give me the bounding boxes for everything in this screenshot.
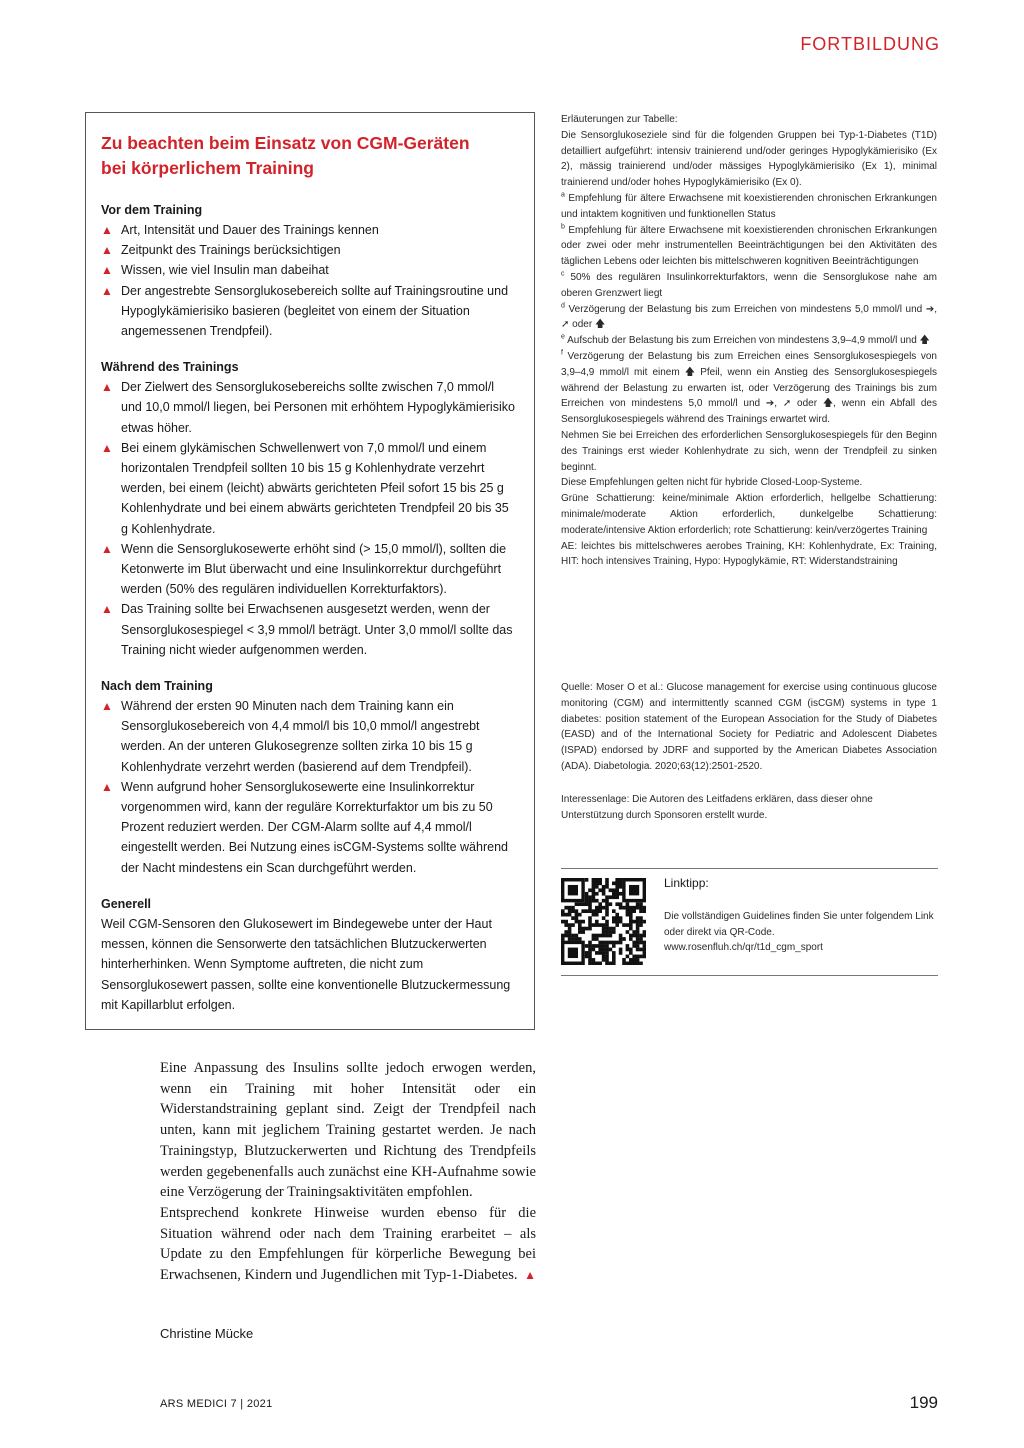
section-during-training [101, 357, 518, 660]
conflict-of-interest: Interessenlage: Die Autoren des Leitfadens erklären, dass dieser ohne Unterstützung durch Sponsoren erstellt wurde. [561, 794, 873, 821]
list-item: ▲ Zeitpunkt des Trainings berücksichtigen [101, 240, 518, 260]
list-item: ▲ Der Zielwert des Sensorglukosebereichs sollte zwischen 7,0 mmol/l und 10,0 mmol/l liegen, bei Personen mit erhöhtem Hypoglykämierisiko etwas höher. [101, 377, 518, 438]
section-heading: Während des Trainings [101, 360, 239, 375]
list-item: ▲ Das Training sollte bei Erwachsenen ausgesetzt werden, wenn der Sensorglukosespiegel < 3,9 mmol/l beträgt. Unter 3,0 mmol/l sollte das Training nicht wieder aufgenommen werden. [101, 599, 518, 660]
notes-paragraph: Die Sensorglukoseziele sind für die folgenden Gruppen bei Typ-1-Diabetes (T1D) detailliert aufgeführt: intensiv trainierend und/oder geringes Hypoglykämierisiko (Ex 2), mässig trainierend und/oder mässiges Hypoglykämierisiko (Ex 1), minimal trainierend und/oder hohes Hypoglykämierisiko (Ex 0). [561, 129, 937, 189]
general-text: Weil CGM-Sensoren den Glukosewert im Bindegewebe unter der Haut messen, können die Sensorwerte den tatsächlichen Blutzuckerwerten hinterherhinken. Wenn Symptome auftreten, die nicht zum Sensorglukosewert passen, sollte eine konventionelle Blutzuckermessung mit Kapillarblut erfolgen. [101, 916, 511, 1012]
list-item: ▲ Während der ersten 90 Minuten nach dem Training kann ein Sensorglukosebereich von 4,4 mmol/l bis 10,0 mmol/l angestrebt werden. An der unteren Glukosegrenze sollten zirka 10 bis 15 g Kohlenhydrate verzehrt werden (basierend auf dem Trendpfeil). [101, 696, 518, 777]
list-item: ▲ Wissen, wie viel Insulin man dabeihat [101, 260, 518, 280]
info-box [85, 112, 535, 1030]
section-after-training [101, 676, 518, 878]
footnote-e: $^e$ Aufschub der Belastung bis zum Erreichen von mindestens 3,9–4,9 mmol/l und 🡅 [561, 333, 930, 347]
section-header: FORTBILDUNG [800, 34, 940, 54]
section-heading: Nach dem Training [101, 679, 213, 694]
red-triangle-icon: ▲ [101, 699, 113, 714]
notes-paragraph: Diese Empfehlungen gelten nicht für hybride Closed-Loop-Systeme. [561, 477, 863, 489]
box-title: Zu beachten beim Einsatz von CGM-Geräten bei körperlichem Training [101, 133, 470, 178]
notes-intro: Erläuterungen zur Tabelle: [561, 114, 678, 125]
table-notes [561, 112, 937, 570]
link-tip-text: Die vollständigen Guidelines finden Sie unter folgendem Link oder direkt via QR-Code. www.rosenfluh.ch/qr/t1d_cgm_sport [664, 911, 934, 953]
red-triangle-icon: ▲ [101, 602, 113, 617]
page-number: 199 [909, 1393, 938, 1412]
footnote-f: $^f$ Verzögerung der Belastung bis zum Erreichen eines Sensorglukosespiegels von 3,9–4,9 mmol/l mit einem 🡅 Pfeil, wenn ein Anstieg des Sensorglukosespiegels während der Belastung zu erwarten ist, oder Verzögerung des Trainings bis zum Erreichen von mindestens 5,0 mmol/l und ➔, ➚ oder 🡅, wenn ein Abfall des Sensorglukosespiegels während des Trainings erwartet wird. [561, 349, 937, 426]
list-item: ▲ Wenn die Sensorglukosewerte erhöht sind (> 15,0 mmol/l), sollten die Ketonwerte im Blut überwacht und eine Insulinkorrektur durchgeführt werden (50% des regulären individuellen Korrekturfaktors). [101, 539, 518, 600]
source-citation: Quelle: Moser O et al.: Glucose management for exercise using continuous glucose monitoring (CGM) and intermittently scanned CGM (isCGM) systems in type 1 diabetes: position statement of the European Association for the Study of Diabetes (EASD) and of the International Society for Pediatric and Adolescent Diabetes (ISPAD) endorsed by JDRF and supported by the American Diabetes Association (ADA). Diabetologia. 2020;63(12):2501-2520. [561, 682, 937, 772]
footnote-b: $^b$ Empfehlung für ältere Erwachsene mit koexistierenden chronischen Erkrankungen oder zwei oder mehr instrumentellen Beeinträchtigungen bei den Aktivitäten des täglichen Lebens oder leichten bis mittelschweren kognitiven Beeinträchtigungen [561, 223, 937, 268]
list-item: ▲ Der angestrebte Sensorglukosebereich sollte auf Trainingsroutine und Hypoglykämierisiko basieren (begleitet von einem der Situation angemessenen Trendpfeil). [101, 281, 518, 342]
red-triangle-icon: ▲ [101, 283, 113, 298]
divider [561, 868, 938, 869]
link-tip-title: Linktipp: [664, 876, 709, 890]
notes-paragraph: Nehmen Sie bei Erreichen des erforderlichen Sensorglukosespiegels für den Beginn des Trainings erst wieder Kohlenhydrate zu sich, wenn der Trendpfeil zu sinken beginnt. [561, 429, 937, 473]
qr-code-icon[interactable] [561, 878, 646, 965]
body-paragraph: Entsprechend konkrete Hinweise wurden ebenso für die Situation während oder nach dem Training erarbeitet – als Update zu den Empfehlungen für körperliche Bewegung bei Erwachsenen, Kindern und Jugendlichen mit Typ-1-Diabetes. ▲ [160, 1203, 536, 1286]
section-heading: Vor dem Training [101, 203, 203, 217]
red-triangle-icon: ▲ [101, 541, 113, 556]
section-before-training [101, 200, 518, 341]
body-paragraph: Eine Anpassung des Insulins sollte jedoch erwogen werden, wenn ein Training mit hoher Intensität oder ein Widerstandstraining geplant sind. Zeigt der Trendpfeil nach unten, kann mit jeglichem Training gestartet werden. Je nach Trainingstyp, Blutzuckerwerten und Richtung des Trendpfeils werden gegebenenfalls auch zunächst eine KH-Aufnahme sowie eine Verzögerung der Trainingsaktivitäten empfohlen. [160, 1060, 536, 1201]
link-url[interactable]: www.rosenfluh.ch/qr/t1d_cgm_sport [664, 942, 823, 953]
journal-footer: ARS MEDICI 7 | 2021 [160, 1398, 273, 1410]
footnote-d: $^d$ Verzögerung der Belastung bis zum Erreichen von mindestens 5,0 mmol/l und ➔, ➚ oder 🡅 [561, 302, 938, 331]
notes-paragraph: Grüne Schattierung: keine/minimale Aktion erforderlich, hellgelbe Schattierung: minimale/moderate Aktion erforderlich, dunkelgelbe Schattierung: moderate/intensive Aktion erforderlich; rote Schattierung: kein/verzögertes Training [561, 493, 937, 536]
divider [561, 975, 938, 976]
list-item: ▲ Art, Intensität und Dauer des Trainings kennen [101, 220, 518, 240]
list-item: ▲ Bei einem glykämischen Schwellenwert von 7,0 mmol/l und einem horizontalen Trendpfeil sollten 10 bis 15 g Kohlenhydrate verzehrt werden, bei einem (leicht) abwärts gerichteten Pfeil sofort 15 bis 25 g Kohlenhydrate und bei einem abwärts gerichteten Trendpfeil 20 bis 35 g Kohlenhydrate. [101, 438, 518, 539]
section-heading: Generell [101, 896, 152, 911]
red-triangle-icon: ▲ [524, 1268, 536, 1283]
footnote-a: $^a$ Empfehlung für ältere Erwachsene mit koexistierenden chronischen Erkrankungen und intaktem kognitiven und funktionellen Status [561, 191, 937, 220]
footnote-c: $^c$ 50% des regulären Insulinkorrekturfaktors, wenn die Sensorglukose nahe am oberen Grenzwert liegt [561, 270, 937, 299]
article-body [160, 1058, 536, 1286]
red-triangle-icon: ▲ [101, 440, 113, 455]
list-item: ▲ Wenn aufgrund hoher Sensorglukosewerte eine Insulinkorrektur vorgenommen wird, kann der reguläre Korrekturfaktor um bis zu 50 Prozent reduziert werden. Der CGM-Alarm sollte auf 4,4 mmol/l eingestellt werden. Bei Nutzung eines isCGM-Systems sollte während der Nacht mindestens ein Scan durchgeführt werden. [101, 777, 518, 878]
red-triangle-icon: ▲ [101, 779, 113, 794]
author: Christine Mücke [160, 1326, 254, 1341]
red-triangle-icon: ▲ [101, 243, 113, 258]
red-triangle-icon: ▲ [101, 380, 113, 395]
red-triangle-icon: ▲ [101, 263, 113, 278]
section-general [101, 894, 518, 1015]
red-triangle-icon: ▲ [101, 223, 113, 237]
notes-abbreviations: AE: leichtes bis mittelschweres aerobes Training, KH: Kohlenhydrate, Ex: Training, HIT: hoch intensives Training, Hypo: Hypoglykämie, RT: Widerstandstraining [561, 540, 937, 568]
